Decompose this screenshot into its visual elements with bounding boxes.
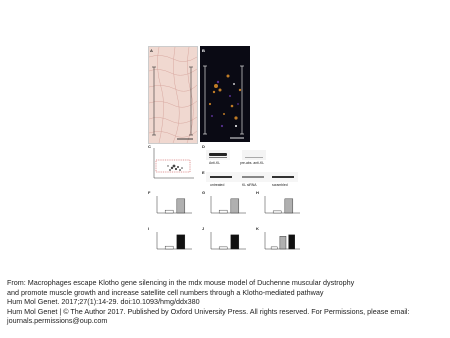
panel-label-a: A [150, 48, 153, 53]
chart-axes [157, 196, 192, 213]
chart-k [258, 230, 302, 252]
bar-h-0 [273, 211, 281, 213]
bar-j-1 [231, 235, 239, 249]
figure [140, 40, 306, 272]
blot-label-preabs: pre-abs. anti-KL [240, 161, 265, 165]
panel-label-h: H [256, 190, 259, 195]
blot-label-untreated: untreated [210, 183, 225, 187]
chart-axes [157, 232, 192, 249]
bar-chart-svg [204, 194, 248, 216]
blot-label-scrambled: scrambled [272, 183, 288, 187]
chart-axes [211, 196, 246, 213]
blot-e [206, 172, 298, 182]
bar-g-1 [231, 199, 239, 213]
chart-f [150, 194, 194, 216]
bar-k-2 [289, 235, 295, 249]
blot-label-anti-kl: Anti-KL [209, 161, 221, 165]
bar-chart-svg [258, 230, 302, 252]
blot-label-kl-sirna: KL siRNA [242, 183, 257, 187]
panel-label-e: E [202, 170, 205, 175]
chart-axes [265, 196, 300, 213]
caption-copyright: Hum Mol Genet | © The Author 2017. Published by Oxford University Press. All rights reserved. For Permissions, please email: [7, 306, 410, 316]
caption-citation: Hum Mol Genet. 2017;27(1):14-29. doi:10.1093/hmg/ddx380 [7, 297, 200, 307]
bar-k-0 [271, 247, 277, 249]
blot-preabs [242, 150, 266, 160]
fluorescence-signal [200, 46, 250, 142]
bar-chart-svg [150, 230, 194, 252]
panel-label-c: C [148, 144, 151, 149]
chart-i [150, 230, 194, 252]
bar-i-0 [165, 246, 173, 249]
panel-a-image [148, 46, 198, 144]
panel-label-j: J [202, 226, 205, 231]
panel-label-b: B [202, 48, 205, 53]
bar-g-0 [219, 210, 227, 213]
panel-label-d: D [202, 144, 205, 149]
figure-caption [7, 278, 447, 326]
bar-i-1 [177, 235, 185, 249]
bar-j-0 [219, 247, 227, 249]
caption-from-line2: and promote muscle growth and increase satellite cell numbers through a Klotho-mediated pathway [7, 287, 324, 297]
chart-g [204, 194, 248, 216]
panel-label-f: F [148, 190, 151, 195]
bar-f-0 [165, 210, 173, 213]
bar-chart-svg [150, 194, 194, 216]
caption-permissions-email[interactable]: journals.permissions@oup.com [7, 316, 108, 326]
blot-anti-kl [206, 150, 230, 160]
chart-axes [211, 232, 246, 249]
bar-h-1 [285, 199, 293, 213]
bar-chart-svg [204, 230, 248, 252]
chart-h [258, 194, 302, 216]
panel-b-image [200, 46, 250, 142]
panel-label-k: K [256, 226, 259, 231]
bar-k-1 [280, 236, 286, 249]
bar-f-1 [177, 199, 185, 213]
panel-label-i: I [148, 226, 150, 231]
panel-label-g: G [202, 190, 206, 195]
chart-j [204, 230, 248, 252]
bar-chart-svg [258, 194, 302, 216]
histology-texture [149, 47, 197, 143]
panel-c-plot [148, 146, 196, 182]
caption-from-line1: From: Macrophages escape Klotho gene silencing in the mdx mouse model of Duchenne muscular dystrophy [7, 278, 355, 287]
